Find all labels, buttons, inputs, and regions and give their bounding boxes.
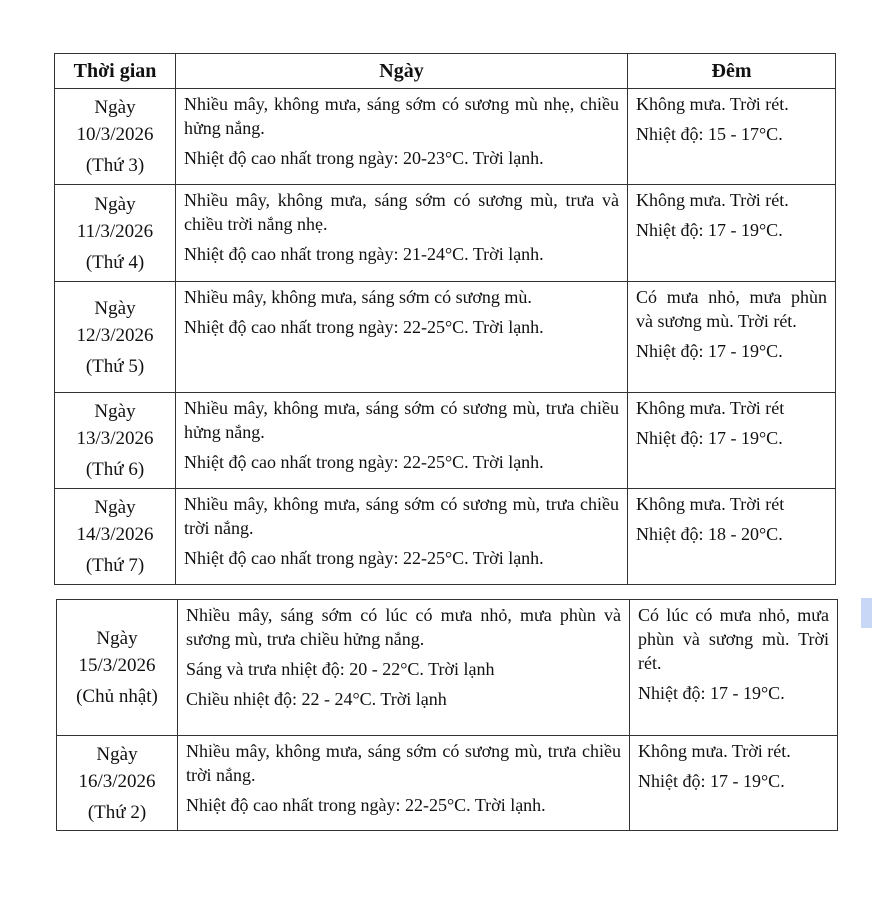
day-label: Ngày	[94, 193, 136, 215]
day-temperature: Nhiệt độ cao nhất trong ngày: 22-25°C. Trời lạnh.	[184, 452, 544, 472]
weekday-label: (Thứ 4)	[85, 251, 145, 273]
weekday-label: (Thứ 6)	[85, 459, 145, 480]
day-temperature: Nhiệt độ cao nhất trong ngày: 22-25°C. Trời lạnh.	[184, 548, 544, 568]
day-label: Ngày	[94, 297, 136, 319]
night-forecast-cell	[628, 89, 836, 185]
header-time: Thời gian	[55, 54, 176, 89]
weekday-label: (Thứ 3)	[85, 155, 145, 176]
weekday-label: (Chủ nhật)	[76, 686, 158, 707]
date-label: 13/3/2026	[76, 428, 154, 449]
night-description: Không mưa. Trời rét.	[636, 94, 789, 114]
night-description: Có lúc có mưa nhỏ, mưa phùn và sương mù. Trời rét.	[638, 605, 829, 673]
day-temperature: Nhiệt độ cao nhất trong ngày: 22-25°C. Trời lạnh.	[184, 317, 544, 337]
night-description: Không mưa. Trời rét	[636, 398, 785, 418]
night-temperature: Nhiệt độ: 17 - 19°C.	[638, 771, 785, 791]
table-header-row	[55, 54, 836, 89]
table-row	[55, 393, 836, 489]
night-temperature: Nhiệt độ: 17 - 19°C.	[636, 341, 783, 361]
table-row	[55, 282, 836, 393]
day-forecast-cell	[178, 600, 630, 736]
night-forecast-cell	[628, 393, 836, 489]
night-forecast-cell	[628, 185, 836, 282]
day-description: Nhiều mây, không mưa, sáng sớm có sương mù, trưa chiều trời nắng.	[184, 494, 619, 538]
night-forecast-cell	[628, 282, 836, 393]
time-cell	[57, 600, 178, 736]
day-temperature: Sáng và trưa nhiệt độ: 20 - 22°C. Trời lạnh	[186, 659, 495, 679]
night-temperature: Nhiệt độ: 17 - 19°C.	[636, 220, 783, 240]
header-night: Đêm	[628, 54, 836, 89]
table-row	[57, 736, 838, 831]
night-description: Không mưa. Trời rét	[636, 494, 785, 514]
date-label: 16/3/2026	[78, 770, 156, 792]
day-label: Ngày	[94, 401, 136, 422]
day-description: Nhiều mây, sáng sớm có lúc có mưa nhỏ, mưa phùn và sương mù, trưa chiều hửng nắng.	[186, 605, 621, 649]
night-temperature: Nhiệt độ: 17 - 19°C.	[638, 683, 785, 703]
night-temperature: Nhiệt độ: 17 - 19°C.	[636, 428, 783, 448]
night-forecast-cell	[630, 736, 838, 831]
date-label: 11/3/2026	[76, 220, 154, 242]
day-forecast-cell	[176, 393, 628, 489]
day-forecast-cell	[176, 89, 628, 185]
day-label: Ngày	[96, 628, 138, 649]
day-forecast-cell	[178, 736, 630, 831]
night-forecast-cell	[630, 600, 838, 736]
day-label: Ngày	[96, 743, 138, 765]
time-cell	[57, 736, 178, 831]
table-row	[55, 489, 836, 585]
time-cell	[55, 89, 176, 185]
date-label: 15/3/2026	[78, 655, 156, 676]
table-row	[57, 600, 838, 736]
day-temperature: Nhiệt độ cao nhất trong ngày: 21-24°C. Trời lạnh.	[184, 244, 544, 264]
day-description: Nhiều mây, không mưa, sáng sớm có sương mù, trưa chiều hửng nắng.	[184, 398, 619, 442]
time-cell	[55, 489, 176, 585]
table-row	[55, 185, 836, 282]
day-label: Ngày	[94, 497, 136, 518]
header-day: Ngày	[176, 54, 628, 89]
weekday-label: (Thứ 7)	[85, 555, 145, 576]
day-label: Ngày	[94, 97, 136, 118]
scroll-marker	[861, 598, 872, 628]
time-cell	[55, 393, 176, 489]
day-forecast-cell	[176, 282, 628, 393]
day-description: Nhiều mây, không mưa, sáng sớm có sương mù nhẹ, chiều hửng nắng.	[184, 94, 619, 138]
table-row	[55, 89, 836, 185]
weekday-label: (Thứ 2)	[87, 801, 147, 823]
date-label: 12/3/2026	[76, 324, 154, 346]
night-forecast-cell	[628, 489, 836, 585]
night-temperature: Nhiệt độ: 15 - 17°C.	[636, 124, 783, 144]
day-description: Nhiều mây, không mưa, sáng sớm có sương mù, trưa chiều trời nắng.	[186, 741, 621, 785]
time-cell	[55, 282, 176, 393]
forecast-table-continued	[56, 599, 838, 831]
day-temperature: Nhiệt độ cao nhất trong ngày: 22-25°C. Trời lạnh.	[186, 795, 546, 815]
forecast-table	[54, 53, 836, 585]
night-description: Có mưa nhỏ, mưa phùn và sương mù. Trời rét.	[636, 287, 827, 331]
weekday-label: (Thứ 5)	[85, 355, 145, 377]
day-temperature-afternoon: Chiều nhiệt độ: 22 - 24°C. Trời lạnh	[186, 689, 447, 709]
day-forecast-cell	[176, 489, 628, 585]
date-label: 14/3/2026	[76, 524, 154, 545]
night-description: Không mưa. Trời rét.	[636, 190, 789, 210]
night-temperature: Nhiệt độ: 18 - 20°C.	[636, 524, 783, 544]
time-cell	[55, 185, 176, 282]
night-description: Không mưa. Trời rét.	[638, 741, 791, 761]
date-label: 10/3/2026	[76, 124, 154, 145]
day-description: Nhiều mây, không mưa, sáng sớm có sương mù, trưa và chiều trời nắng nhẹ.	[184, 190, 619, 234]
day-temperature: Nhiệt độ cao nhất trong ngày: 20-23°C. Trời lạnh.	[184, 148, 544, 168]
day-forecast-cell	[176, 185, 628, 282]
day-description: Nhiều mây, không mưa, sáng sớm có sương mù.	[184, 287, 532, 307]
